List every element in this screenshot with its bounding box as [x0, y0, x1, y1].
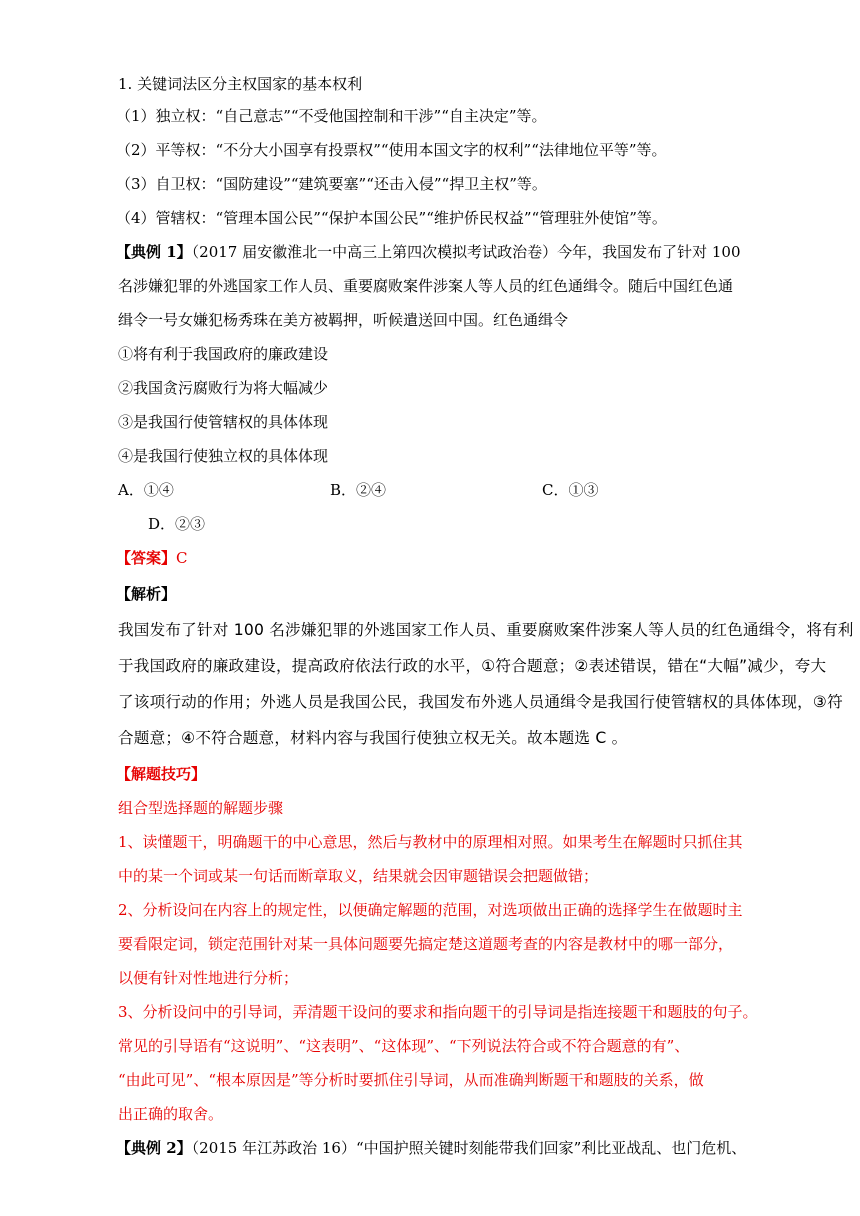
example1-tag: 【典例 1】 [116, 243, 192, 261]
tips-line-6: 3、分析设问中的引导词，弄清题干设问的要求和指向题干的引导词是指连接题干和题肢的句子。 [118, 1003, 758, 1021]
statement-2: ②我国贪污腐败行为将大幅减少 [118, 379, 329, 397]
answer-line [116, 548, 188, 568]
tips-line-5: 以便有针对性地进行分析； [118, 969, 299, 987]
example1-stem-line-2: 名涉嫌犯罪的外逃国家工作人员、重要腐败案件涉案人等人员的红色通缉令。随后中国红色通 [118, 277, 734, 295]
section-heading: 1. 关键词法区分主权国家的基本权利 [118, 75, 363, 93]
analysis-line-2: 于我国政府的廉政建设，提高政府依法行政的水平，①符合题意；②表述错误，错在“大幅”减少，夸大 [118, 657, 827, 675]
statement-3: ③是我国行使管辖权的具体体现 [118, 413, 329, 431]
answer-label: 【答案】 [116, 549, 177, 567]
tips-line-2: 中的某一个词或某一句话而断章取义，结果就会因审题错误会把题做错； [118, 867, 599, 885]
example2-stem-line: 【典例 2】（2015 年江苏政治 16）“中国护照关键时刻能带我们回家”利比亚战乱、也门危机、 [116, 1139, 747, 1157]
tips-line-1: 1、读懂题干，明确题干的中心意思，然后与教材中的原理相对照。如果考生在解题时只抓住其 [118, 833, 743, 851]
tips-line-4: 要看限定词，锁定范围针对某一具体问题要先搞定楚这道题考查的内容是教材中的哪一部分， [118, 935, 734, 953]
option-c: C．①③ [542, 481, 599, 499]
tips-label: 【解题技巧】 [116, 765, 207, 783]
statement-4: ④是我国行使独立权的具体体现 [118, 447, 329, 465]
tips-line-8: “由此可见”、“根本原因是”等分析时要抓住引导词，从而准确判断题干和题肢的关系，做 [118, 1071, 704, 1089]
right-independence: （1）独立权：“自己意志”“不受他国控制和干涉”“自主决定”等。 [116, 107, 547, 125]
example1-stem-line-1: 【典例 1】（2017 届安徽淮北一中高三上第四次模拟考试政治卷）今年，我国发布了针对 100 [116, 243, 741, 261]
statement-1: ①将有利于我国政府的廉政建设 [118, 345, 329, 363]
right-jurisdiction: （4）管辖权：“管理本国公民”“保护本国公民”“维护侨民权益”“管理驻外使馆”等。 [116, 209, 667, 227]
answer-value: C [176, 549, 188, 567]
analysis-line-3: 了该项行动的作用；外逃人员是我国公民，我国发布外逃人员通缉令是我国行使管辖权的具体体现，③符 [118, 693, 843, 711]
example1-stem-line-3: 缉令一号女嫌犯杨秀珠在美方被羁押，听候遣送回中国。红色通缉令 [118, 311, 569, 329]
tips-title: 组合型选择题的解题步骤 [118, 799, 284, 817]
option-a: A．①④ [118, 481, 174, 499]
example2-tag: 【典例 2】 [116, 1139, 192, 1157]
analysis-line-4: 合题意；④不符合题意，材料内容与我国行使独立权无关。故本题选 C 。 [118, 729, 628, 747]
analysis-line-1: 我国发布了针对 100 名涉嫌犯罪的外逃国家工作人员、重要腐败案件涉案人等人员的红色通缉令，将有利 [118, 621, 854, 639]
tips-line-9: 出正确的取舍。 [118, 1105, 224, 1123]
tips-line-3: 2、分析设问在内容上的规定性，以便确定解题的范围，对选项做出正确的选择学生在做题时主 [118, 901, 743, 919]
right-equality: （2）平等权：“不分大小国享有投票权”“使用本国文字的权利”“法律地位平等”等。 [116, 141, 667, 159]
analysis-label: 【解析】 [116, 585, 177, 603]
right-self-defense: （3）自卫权：“国防建设”“建筑要塞”“还击入侵”“捍卫主权”等。 [116, 175, 547, 193]
option-b: B．②④ [330, 481, 387, 499]
option-d: D．②③ [148, 515, 206, 533]
tips-line-7: 常见的引导语有“这说明”、“这表明”、“这体现”、“下列说法符合或不符合题意的有”、 [118, 1037, 690, 1055]
